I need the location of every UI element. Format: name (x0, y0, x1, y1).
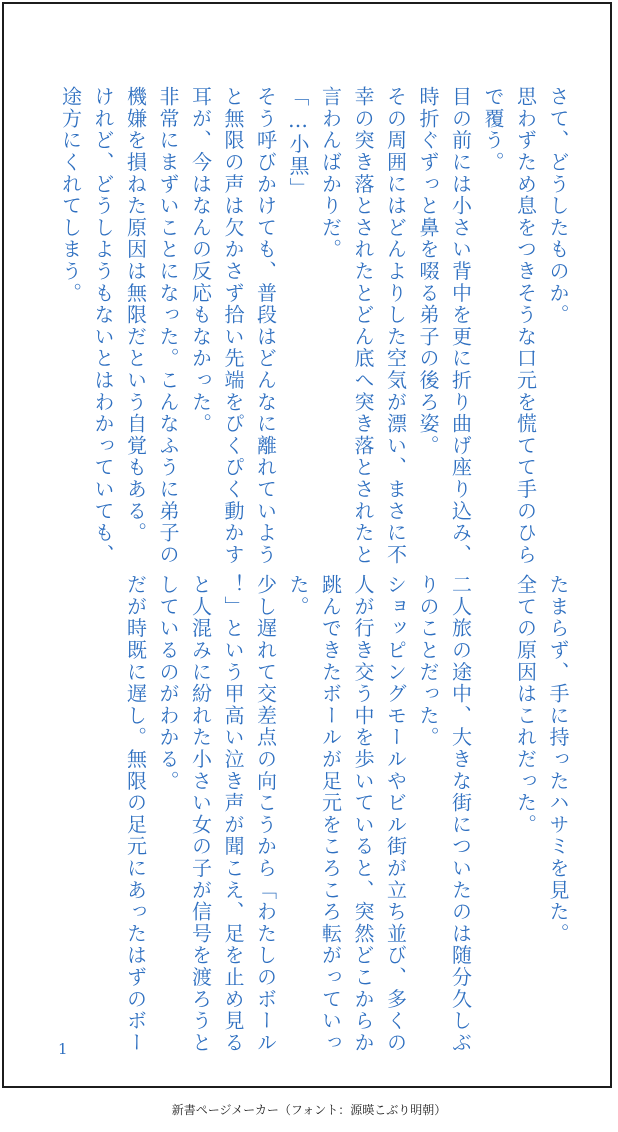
footer-caption: 新書ページメーカー（フォント：源暎こぶり明朝） (171, 1103, 447, 1117)
body-text-upper: さて、どうしたものか。 思わずため息をつきそうな口元を慌てて手のひら で覆う。 目の前には小さい背中を更に折り曲げ座り込み、 時折ぐずっと鼻を啜る弟子の後ろ姿。 その周囲にはどんよりした空気が漂い、まさに不 幸の突き落とされたとどん底へ突き落とされたと 言わんばかりだ。 「…小黒」 そう呼びかけても、普段はどんなに離れていよう と無限の声は欠かさず拾い先端をぴくぴく動かす 耳が、今はなんの反応もなかった。 非常にまずいことになった。こんなふうに弟子の 機嫌を損ねた原因は無限だという自覚もある。 けれど、どうしようもないとはわかっていても、 途方にくれてしまう。 (58, 86, 570, 566)
page-number: 1 (58, 1040, 68, 1058)
body-text-lower: たまらず、手に持ったハサミを見た。 全ての原因はこれだった。 二人旅の途中、大きな街についたのは随分久しぶ りのことだった。 ショッピングモールやビル街が立ち並び、多くの 人が行き交う中を歩いていると、突然どこからか 跳んできたボールが足元をころころ転がっていっ た。 少し遅れて交差点の向こうから「わたしのボール ！」という甲高い泣き声が聞こえ、足を止め見る と人混みに紛れた小さい女の子が信号を渡ろうと しているのがわかる。 だが時既に遅し。無限の足元にあったはずのボー (123, 574, 570, 1054)
page-frame (2, 2, 612, 1088)
